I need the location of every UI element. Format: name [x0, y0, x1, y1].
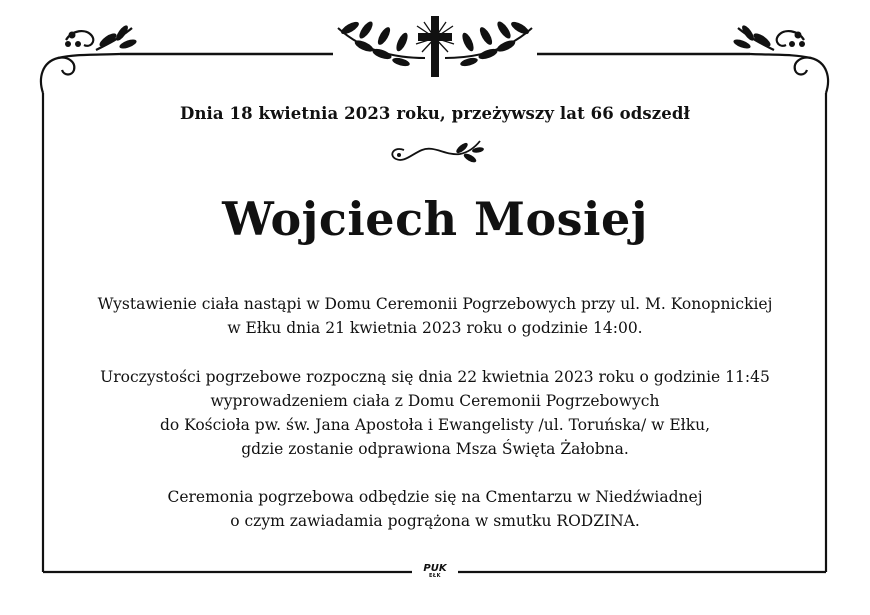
death-date-intro: Dnia 18 kwietnia 2023 roku, przeżywszy lat 66 odszedł [180, 104, 690, 123]
text-line: Uroczystości pogrzebowe rozpoczną się dnia 22 kwietnia 2023 roku o godzinie 11:45 [100, 368, 770, 386]
corner-flourish-right-icon [732, 24, 828, 93]
puk-logo [418, 564, 452, 579]
leaf-divider-icon [392, 141, 484, 164]
corner-flourish-left-icon [41, 24, 138, 93]
text-line: w Ełku dnia 21 kwietnia 2023 roku o godzinie 14:00. [227, 319, 643, 337]
text-line: Wystawienie ciała nastąpi w Domu Ceremonii Pogrzebowych przy ul. M. Konopnickiej [97, 295, 773, 313]
cross-icon [416, 16, 454, 77]
laurel-right-icon [445, 20, 532, 68]
text-line: wyprowadzeniem ciała z Domu Ceremonii Pogrzebowych [210, 392, 660, 410]
deceased-name: Wojciech Mosiej [222, 192, 648, 246]
burial-paragraph [40, 485, 830, 533]
laurel-left-icon [338, 20, 425, 68]
text-line: gdzie zostanie odprawiona Msza Święta Żałobna. [241, 440, 629, 458]
text-line: do Kościoła pw. św. Jana Apostoła i Ewangelisty /ul. Toruńska/ w Ełku, [160, 416, 710, 434]
logo-main-text: PUK [423, 563, 447, 574]
logo-sub-text: EŁK [428, 573, 441, 579]
text-line: o czym zawiadamia pogrążona w smutku RODZINA. [230, 512, 640, 530]
viewing-paragraph [40, 292, 830, 340]
text-line: Ceremonia pogrzebowa odbędzie się na Cmentarzu w Niedźwiadnej [167, 488, 703, 506]
funeral-paragraph [40, 365, 830, 461]
